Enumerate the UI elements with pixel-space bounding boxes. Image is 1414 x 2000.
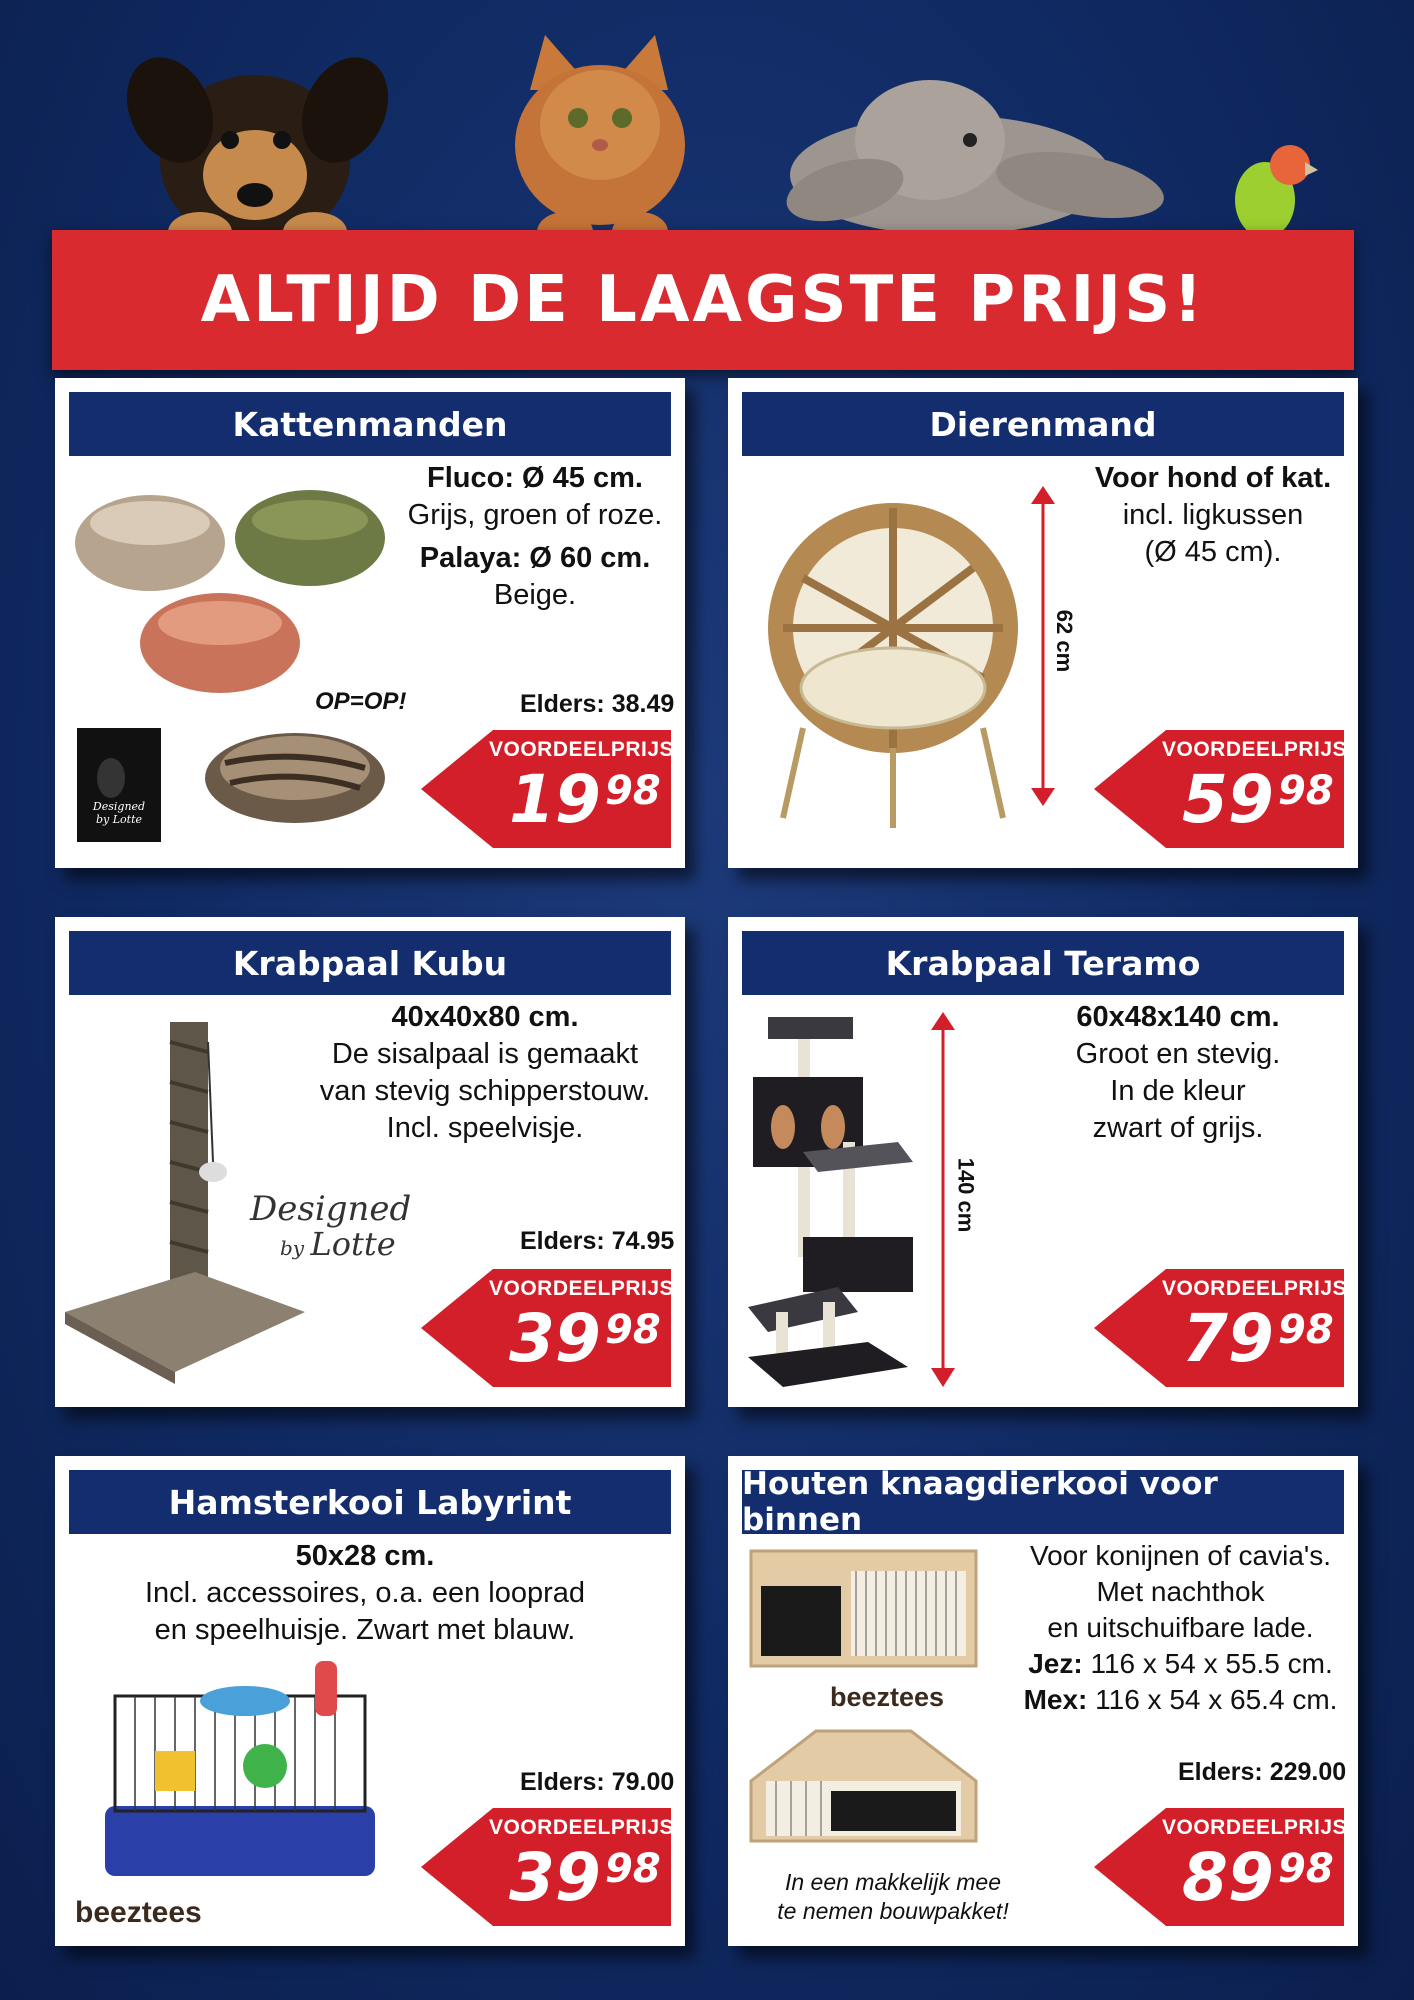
product-card-kattenmanden [55, 378, 685, 868]
hamster-cage-image [95, 1656, 405, 1896]
size-jez: Jez: 116 x 54 x 55.5 cm. [1028, 1648, 1333, 1679]
product-description: Fluco: Ø 45 cm. Grijs, groen of roze. Palaya: Ø 60 cm. Beige. [407, 462, 663, 611]
dog-image [111, 43, 405, 252]
wooden-cage-mex-image [746, 1721, 981, 1846]
product-card-hamsterkooi-labyrint [55, 1456, 685, 1946]
elders-price: Elders: 38.49 [520, 690, 675, 718]
product-title: Dierenmand [742, 392, 1344, 456]
product-card-dierenmand [728, 378, 1358, 868]
product-description: Voor konijnen of cavia's. Met nachthok en uitschuifbare lade. Jez: 116 x 54 x 55.5 cm. Mex: 116 x 54 x 65.4 cm. [1013, 1538, 1348, 1718]
price-badge [421, 1808, 675, 1926]
rattan-basket-image [743, 488, 1043, 848]
elders-price: Elders: 229.00 [1178, 1758, 1347, 1786]
price-cents: 98 [1278, 1846, 1334, 1892]
height-label: 62 cm [1052, 609, 1078, 673]
price-cents: 98 [605, 1307, 661, 1353]
voordeelprijs-label: VOORDEELPRIJS [489, 1816, 675, 1839]
op-op-tag: OP=OP! [315, 688, 407, 715]
price-badge [421, 1269, 675, 1387]
price-cents: 98 [605, 768, 661, 814]
price-badge [1094, 1269, 1348, 1387]
price-main: 59 [1182, 761, 1274, 838]
product-description: 60x48x140 cm. Groot en stevig. In de kleur zwart of grijs. [1075, 1001, 1281, 1144]
animals-illustration [0, 0, 1414, 260]
price-badge [1094, 730, 1348, 848]
voordeelprijs-label: VOORDEELPRIJS [1162, 1277, 1348, 1300]
product-title: Hamsterkooi Labyrint [69, 1470, 671, 1534]
price-main: 89 [1182, 1839, 1274, 1916]
price-main: 39 [509, 1300, 601, 1377]
bouwpakket-note: In een makkelijk mee te nemen bouwpakket! [777, 1869, 1009, 1924]
beeztees-logo: beeztees [75, 1896, 202, 1929]
product-title: Krabpaal Teramo [742, 931, 1344, 995]
cat-tree-image [748, 1012, 928, 1392]
wooden-cage-jez-image [746, 1541, 981, 1676]
voordeelprijs-label: VOORDEELPRIJS [1162, 738, 1348, 761]
price-main: 79 [1182, 1300, 1274, 1377]
rabbit-image [780, 80, 1169, 235]
product-description: 50x28 cm. Incl. accessoires, o.a. een looprad en speelhuisje. Zwart met blauw. [144, 1540, 586, 1646]
price-main: 19 [509, 761, 601, 838]
product-title: Krabpaal Kubu [69, 931, 671, 995]
voordeelprijs-label: VOORDEELPRIJS [1162, 1816, 1348, 1839]
price-cents: 98 [1278, 768, 1334, 814]
price-cents: 98 [605, 1846, 661, 1892]
voordeelprijs-label: VOORDEELPRIJS [489, 1277, 675, 1300]
designed-by-lotte-logo: Designed by Lotte [250, 1189, 412, 1263]
dog-cat-silhouette-icon [79, 730, 159, 800]
elders-price: Elders: 74.95 [520, 1227, 675, 1255]
elders-price: Elders: 79.00 [520, 1768, 675, 1796]
product-card-krabpaal-teramo [728, 917, 1358, 1407]
designed-by-lotte-logo [77, 728, 161, 842]
product-title: Kattenmanden [69, 392, 671, 456]
size-mex: Mex: 116 x 54 x 65.4 cm. [1023, 1684, 1338, 1715]
price-badge [1094, 1808, 1348, 1926]
cat-image [515, 35, 685, 252]
height-label: 140 cm [953, 1157, 979, 1233]
voordeelprijs-label: VOORDEELPRIJS [489, 738, 675, 761]
product-title: Houten knaagdierkooi voor binnen [742, 1470, 1344, 1534]
product-description: 40x40x80 cm. De sisalpaal is gemaakt van stevig schipperstouw. Incl. speelvisje. [319, 1001, 651, 1144]
headline-text: ALTIJD DE LAAGSTE PRIJS! [200, 263, 1206, 337]
price-cents: 98 [1278, 1307, 1334, 1353]
product-card-krabpaal-kubu [55, 917, 685, 1407]
beeztees-logo: beeztees [830, 1682, 945, 1712]
product-card-houten-knaagdierkooi [728, 1456, 1358, 1946]
lotte-logo-text: Designed by Lotte [79, 800, 159, 840]
product-description: Voor hond of kat. incl. ligkussen (Ø 45 cm). [1094, 462, 1332, 568]
price-main: 39 [509, 1839, 601, 1916]
headline-banner [52, 230, 1354, 370]
price-badge [421, 730, 675, 848]
